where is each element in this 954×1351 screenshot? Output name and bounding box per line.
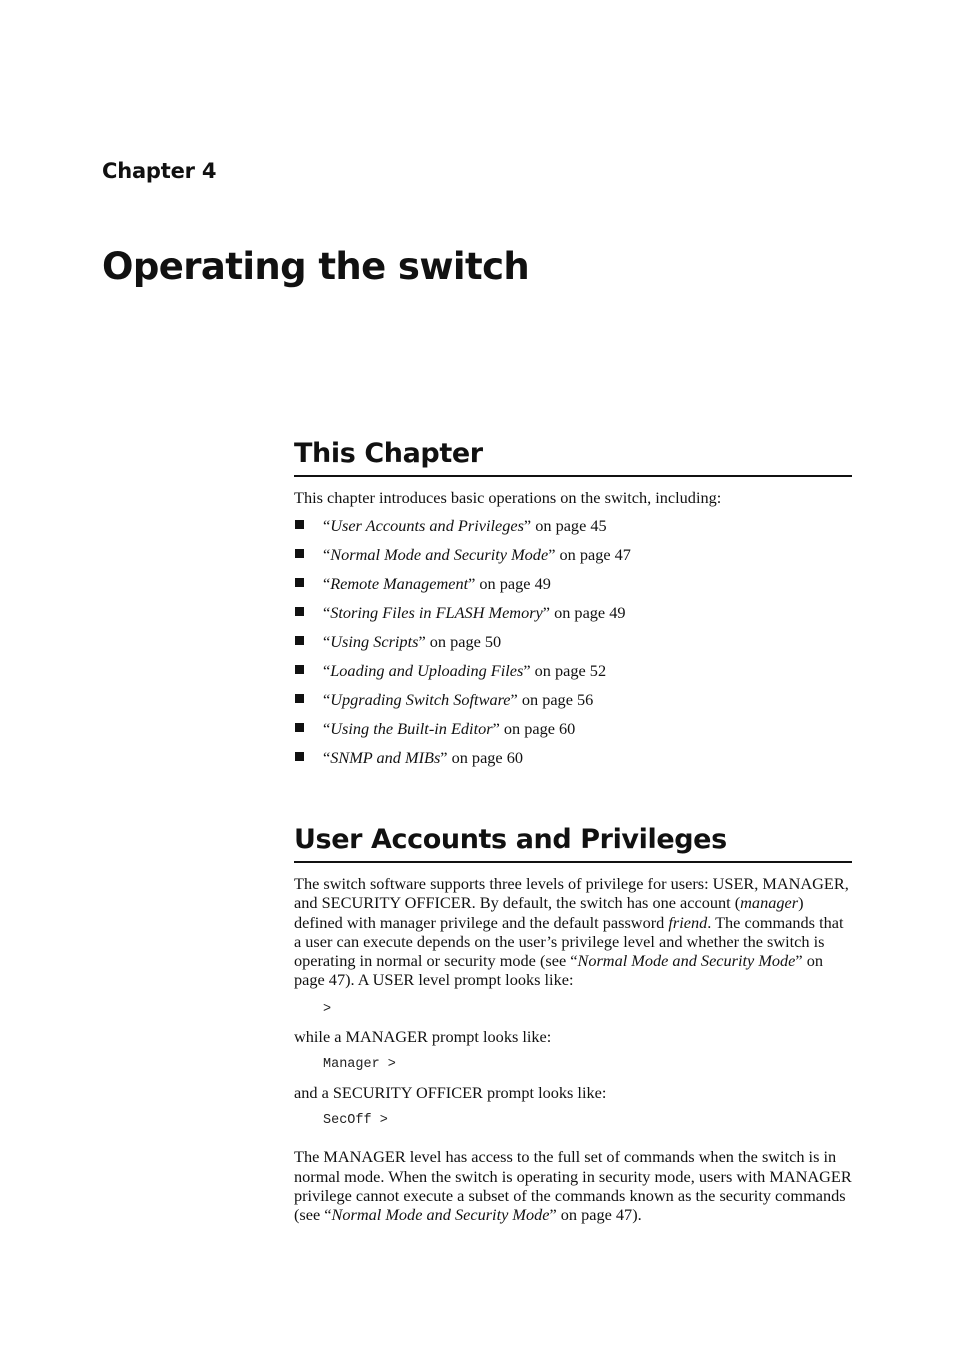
square-bullet-icon [295, 549, 304, 558]
toc-item-loading-files[interactable]: “Loading and Uploading Files” on page 52 [294, 661, 852, 690]
toc-item-built-in-editor[interactable]: “Using the Built-in Editor” on page 60 [294, 719, 852, 748]
toc-item-snmp-mibs[interactable]: “SNMP and MIBs” on page 60 [294, 748, 852, 777]
user-accounts-paragraph: The switch software supports three levels of privilege for users: USER, MANAGER, and SECURITY OFFICER. By default, the switch has one account (manager) defined with manager privilege and the default password friend. The commands that a user can execute depends on the user’s privilege level and whether the switch is operating in normal or security mode (see “Normal Mode and Security Mode” on page 47). A USER level prompt looks like: [294, 874, 849, 990]
square-bullet-icon [295, 723, 304, 732]
toc-item-upgrading-software[interactable]: “Upgrading Switch Software” on page 56 [294, 690, 852, 719]
square-bullet-icon [295, 752, 304, 761]
toc-link[interactable]: Normal Mode and Security Mode [330, 545, 549, 565]
manager-prompt-intro: while a MANAGER prompt looks like: [294, 1026, 552, 1046]
cross-reference-link[interactable]: Normal Mode and Security Mode [577, 951, 796, 971]
toc-link[interactable]: Using Scripts [330, 632, 419, 652]
toc-link[interactable]: Loading and Uploading Files [330, 661, 524, 681]
chapter-title: Operating the switch [102, 245, 530, 288]
user-accounts-heading: User Accounts and Privileges [294, 823, 852, 863]
default-account-name: manager [740, 893, 799, 913]
toc-link[interactable]: Remote Management [330, 574, 469, 594]
toc-item-using-scripts[interactable]: “Using Scripts” on page 50 [294, 632, 852, 661]
default-password: friend [668, 912, 708, 932]
secoff-prompt-intro: and a SECURITY OFFICER prompt looks like: [294, 1083, 607, 1103]
square-bullet-icon [295, 694, 304, 703]
square-bullet-icon [295, 636, 304, 645]
toc-link[interactable]: Using the Built-in Editor [330, 719, 493, 739]
this-chapter-heading: This Chapter [294, 437, 852, 477]
square-bullet-icon [295, 607, 304, 616]
toc-link[interactable]: Storing Files in FLASH Memory [330, 603, 543, 623]
toc-item-storing-files[interactable]: “Storing Files in FLASH Memory” on page 49 [294, 603, 852, 632]
toc-item-normal-mode[interactable]: “Normal Mode and Security Mode” on page 47 [294, 545, 852, 574]
chapter-label: Chapter 4 [102, 159, 217, 183]
this-chapter-section [294, 437, 852, 777]
user-prompt-example: > [323, 1001, 332, 1017]
manager-prompt-example: Manager > [323, 1057, 396, 1073]
this-chapter-intro: This chapter introduces basic operations on the switch, including: [294, 488, 722, 507]
manager-level-paragraph: The MANAGER level has access to the full set of commands when the switch is in normal mode. When the switch is operating in security mode, users with MANAGER privilege cannot execute a subset of the commands known as the security commands (see “Normal Mode and Security Mode” on page 47). [294, 1147, 852, 1225]
user-accounts-section [294, 823, 852, 1225]
toc-link[interactable]: User Accounts and Privileges [330, 516, 524, 536]
square-bullet-icon [295, 665, 304, 674]
toc-link[interactable]: SNMP and MIBs [330, 748, 441, 768]
chapter-toc-list [294, 516, 852, 777]
toc-item-remote-management[interactable]: “Remote Management” on page 49 [294, 574, 852, 603]
secoff-prompt-example: SecOff > [323, 1113, 388, 1129]
cross-reference-link[interactable]: Normal Mode and Security Mode [331, 1205, 550, 1225]
square-bullet-icon [295, 578, 304, 587]
square-bullet-icon [295, 520, 304, 529]
toc-item-user-accounts[interactable]: “User Accounts and Privileges” on page 45 [294, 516, 852, 545]
toc-link[interactable]: Upgrading Switch Software [330, 690, 511, 710]
